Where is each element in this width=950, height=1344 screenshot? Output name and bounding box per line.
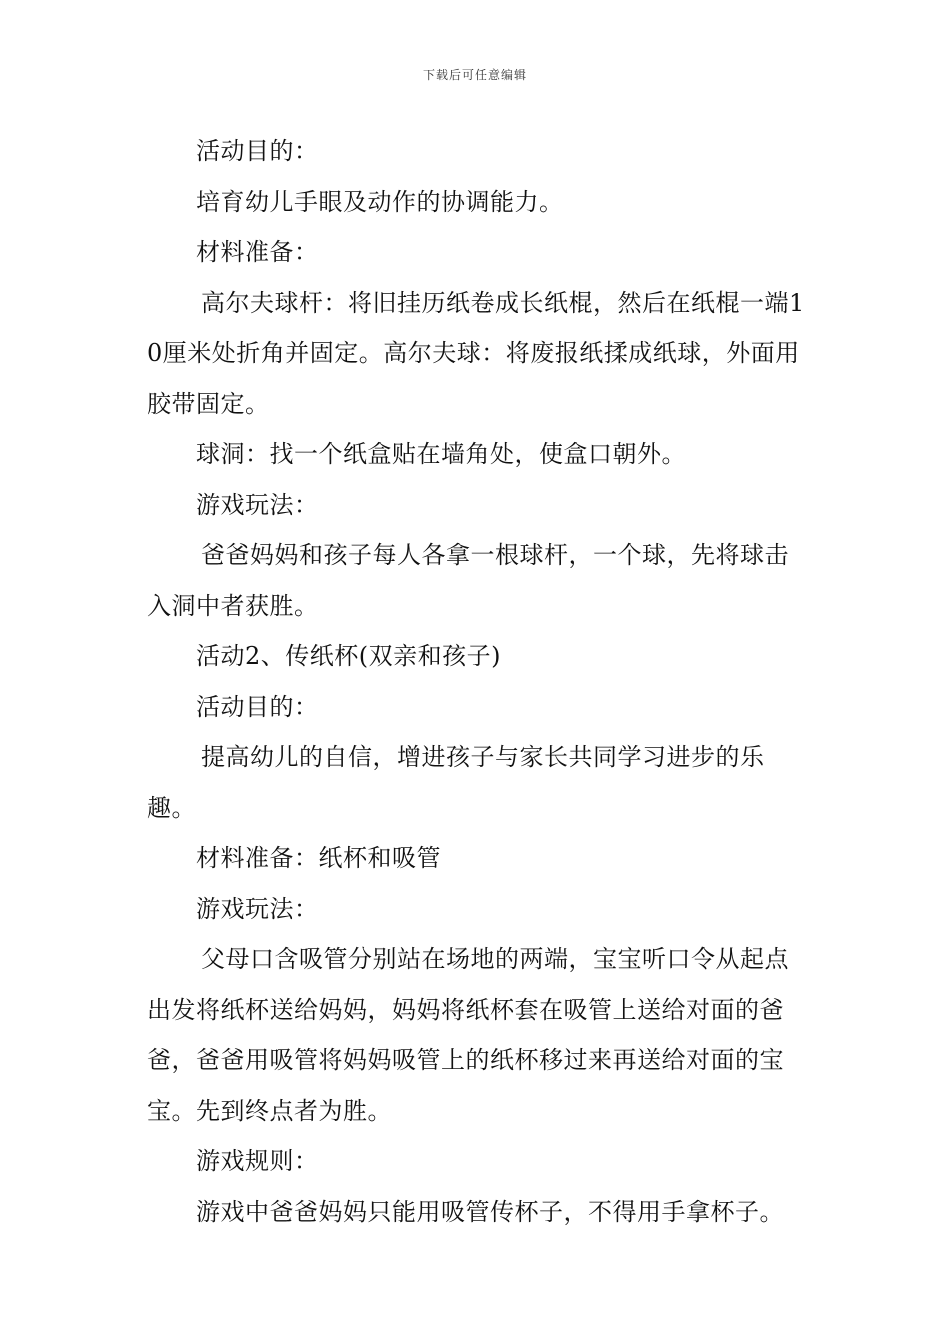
- paragraph-goal-text-1: 培育幼儿手眼及动作的协调能力。: [196, 187, 564, 216]
- paragraph-gameplay-1: 游戏玩法：: [196, 490, 319, 519]
- paragraph-gameplay-text-1: 爸爸妈妈和孩子每人各拿一根球杆，一个球，先将球击入洞中者获胜。: [147, 541, 789, 620]
- page-header: 下载后可任意编辑: [422, 68, 527, 82]
- paragraph-rules-text: 游戏中爸爸妈妈只能用吸管传杯子，不得用手拿杯子。: [196, 1197, 784, 1226]
- paragraph-materials-2: 材料准备：纸杯和吸管: [196, 844, 441, 872]
- paragraph-gameplay-2: 游戏玩法：: [196, 894, 319, 923]
- document-body: [147, 126, 807, 1237]
- paragraph-activity-goal-1: 活动目的：: [196, 137, 319, 165]
- paragraph-golf-materials: 高尔夫球杆：将旧挂历纸卷成长纸棍，然后在纸棍一端10厘米处折角并固定。高尔夫球：将废报纸揉成纸球，外面用胶带固定。: [147, 288, 805, 418]
- paragraph-activity-goal-2: 活动目的：: [196, 692, 319, 721]
- paragraph-materials-1: 材料准备：: [196, 238, 319, 266]
- paragraph-rules: 游戏规则：: [196, 1147, 319, 1175]
- paragraph-activity-2-title: 活动2、传纸杯(双亲和孩子): [196, 642, 501, 670]
- paragraph-gameplay-text-2: 父母口含吸管分别站在场地的两端，宝宝听口令从起点出发将纸杯送给妈妈，妈妈将纸杯套在吸管上送给对面的爸爸，爸爸用吸管将妈妈吸管上的纸杯移过来再送给对面的宝宝。先到终点者为胜。: [147, 945, 789, 1125]
- paragraph-ball-hole: 球洞：找一个纸盒贴在墙角处，使盒口朝外。: [196, 440, 686, 468]
- paragraph-goal-text-2: 提高幼儿的自信，增进孩子与家长共同学习进步的乐趣。: [147, 743, 765, 822]
